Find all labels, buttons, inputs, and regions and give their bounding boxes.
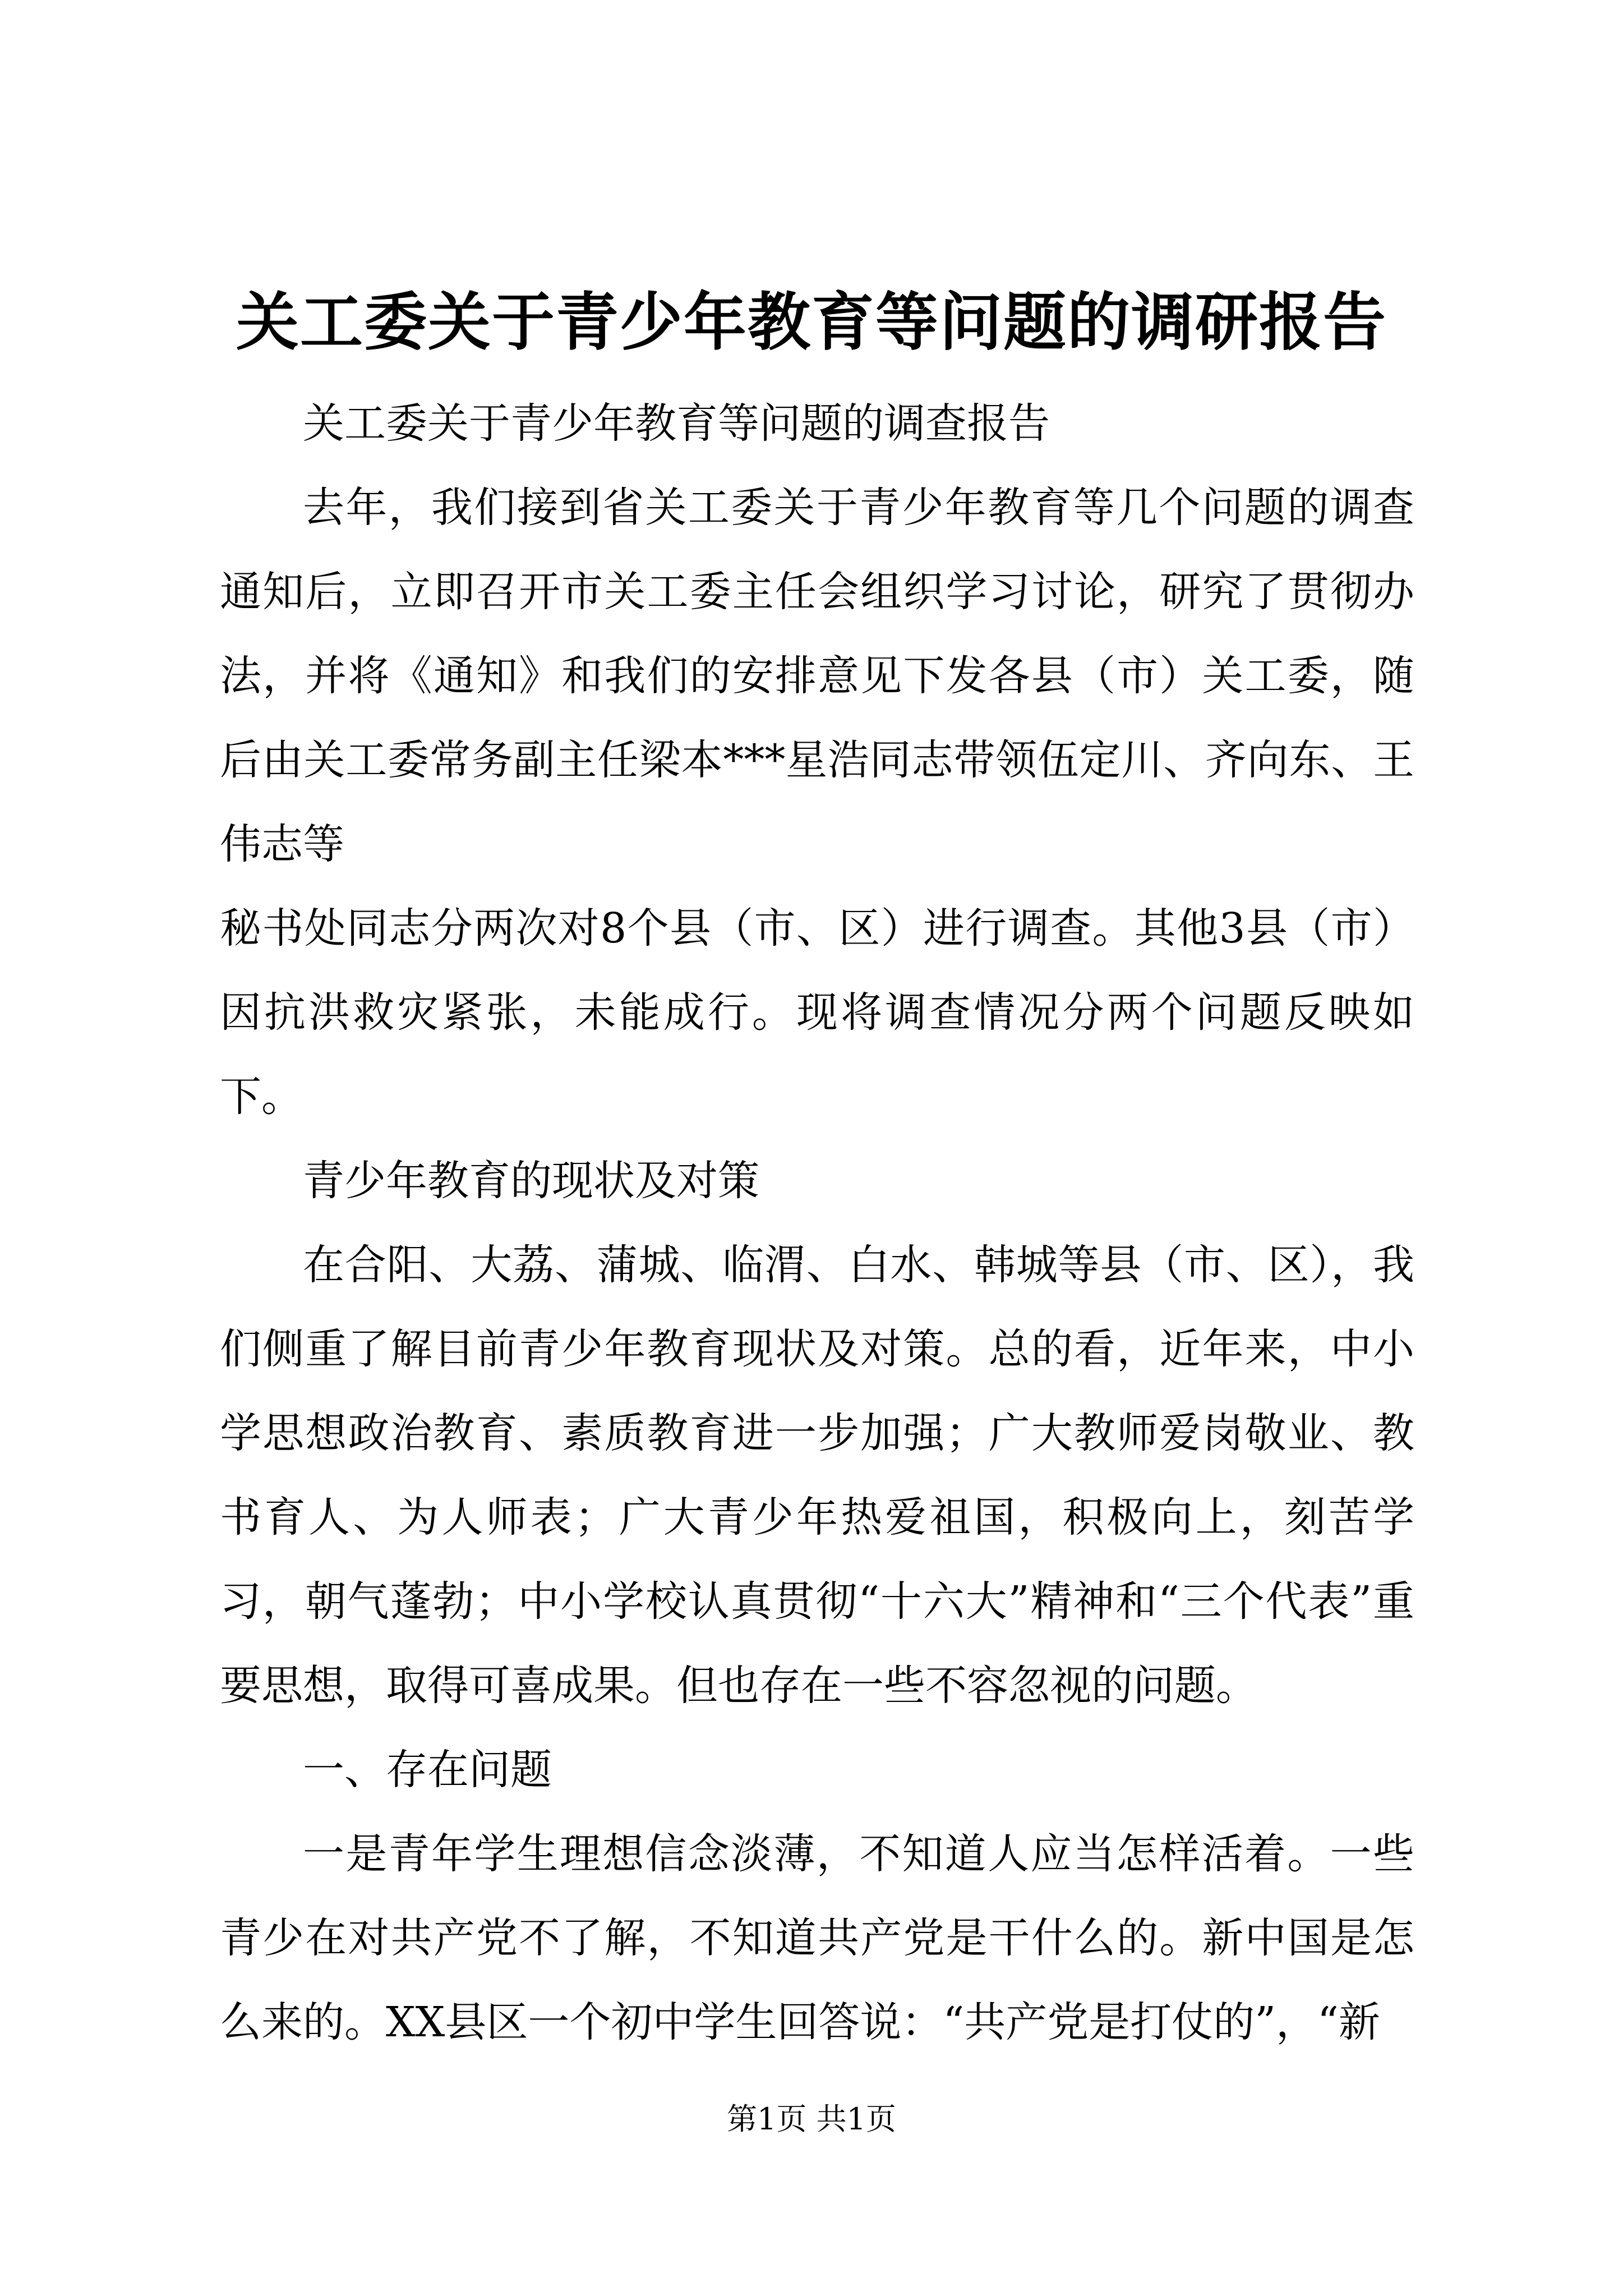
paragraph-intro-continued: 秘书处同志分两次对8个县（市、区）进行调查。其他3县（市）因抗洪救灾紧张，未能成行。现将调查情况分两个问题反映如下。 — [220, 904, 1414, 1121]
paragraph-overview: 在合阳、大荔、蒲城、临渭、白水、韩城等县（市、区），我们侧重了解目前青少年教育现状及对策。总的看，近年来，中小学思想政治教育、素质教育进一步加强；广大教师爱岗敬业、教书育人、为人师表；广大青少年热爱祖国，积极向上，刻苦学习，朝气蓬勃；中小学校认真贯彻“十六大”精神和“三个代表”重要思想，取得可喜成果。但也存在一些不容忽视的问题。 — [220, 1241, 1414, 1710]
paragraph-intro: 去年，我们接到省关工委关于青少年教育等几个问题的调查通知后，立即召开市关工委主任会组织学习讨论，研究了贯彻办法，并将《通知》和我们的安排意见下发各县（市）关工委，随后由关工委常务副主任梁本***星浩同志带领伍定川、齐向东、王伟志等 — [220, 484, 1414, 868]
section-heading: 青少年教育的现状及对策 — [303, 1157, 759, 1205]
paragraph-subtitle: 关工委关于青少年教育等问题的调查报告 — [303, 399, 1050, 448]
paragraph-problems: 一是青年学生理想信念淡薄，不知道人应当怎样活着。一些青少在对共产党不了解，不知道共产党是干什么的。新中国是怎么来的。XX县区一个初中学生回答说：“共产党是打仗的”，“新 — [220, 1830, 1414, 2046]
document-title: 关工委关于青少年教育等问题的调研报告 — [236, 286, 1387, 359]
page-number-footer: 第1页 共1页 — [727, 2101, 896, 2137]
document-body — [220, 381, 1414, 2064]
subsection-heading: 一、存在问题 — [303, 1746, 552, 1794]
